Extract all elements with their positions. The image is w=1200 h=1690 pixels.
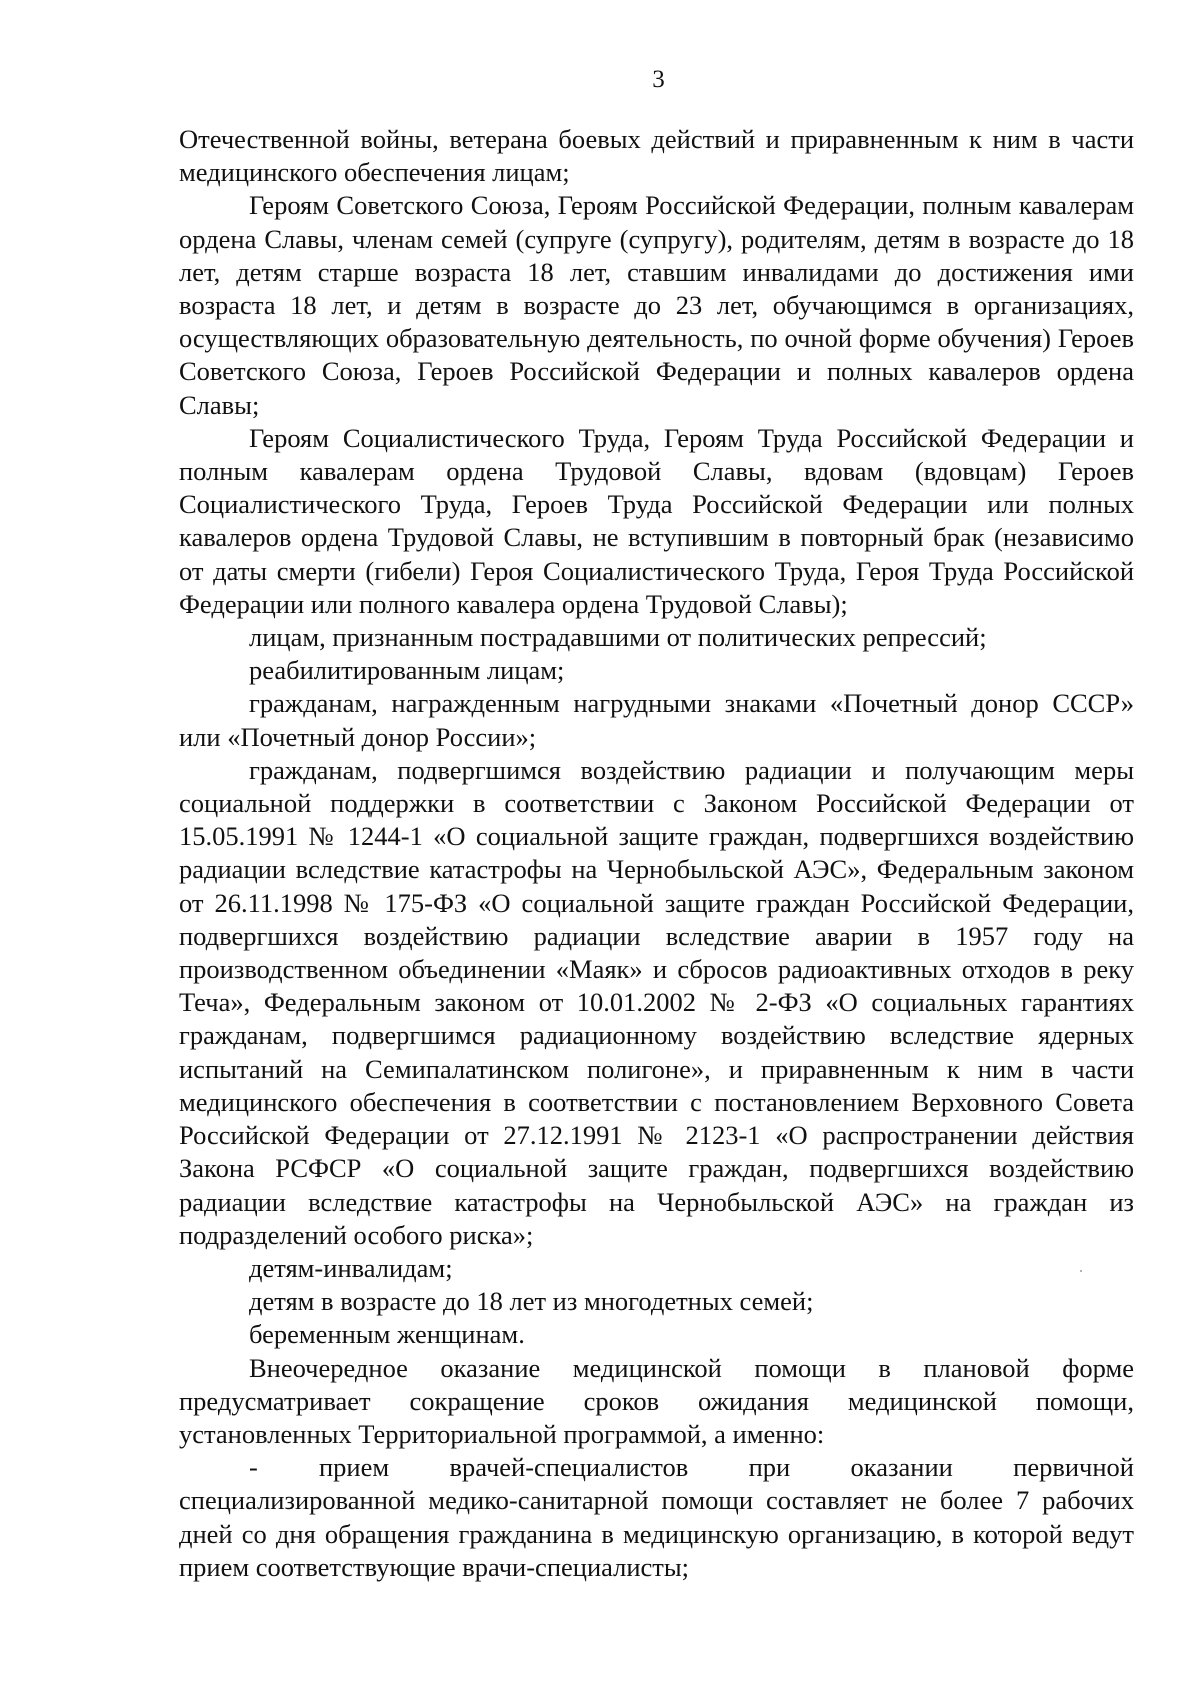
document-body bbox=[179, 123, 1134, 1584]
paragraph-large-families: детям в возрасте до 18 лет из многодетных семей; bbox=[249, 1286, 814, 1317]
page-number: 3 bbox=[652, 66, 665, 93]
list-dash-marker: - bbox=[249, 1452, 258, 1483]
paragraph-honored-donors: гражданам, награжденным нагрудными знаками «Почетный донор СССР» или «Почетный донор России»; bbox=[179, 688, 1134, 752]
paragraph-priority-care: Внеочередное оказание медицинской помощи в плановой форме предусматривает сокращение сроков ожидания медицинской помощи, установленных Территориальной программой, а именно: bbox=[179, 1352, 1134, 1449]
list-item-specialist-appointment bbox=[179, 1451, 1134, 1584]
paragraph-rehabilitated: реабилитированным лицам; bbox=[249, 655, 565, 686]
list-item-text: прием врачей-специалистов при оказании первичной специализированной медико-санитарной помощи составляет не более 7 рабочих дней со дня обращения гражданина в медицинскую организацию, в которой ведут прием соответствующие врачи-специалисты; bbox=[179, 1452, 1134, 1582]
paragraph-radiation-exposure: гражданам, подвергшимся воздействию радиации и получающим меры социальной поддержки в соответствии с Законом Российской Федерации от 15.05.1991 № 1244-1 «О социальной защите граждан, подвергшихся воздействию радиации вследствие катастрофы на Чернобыльской АЭС», Федеральным законом от 26.11.1998 № 175-ФЗ «О социальной защите граждан Российской Федерации, подвергшихся воздействию радиации вследствие аварии в 1957 году на производственном объединении «Маяк» и сбросов радиоактивных отходов в реку Теча», Федеральным законом от 10.01.2002 № 2-ФЗ «О социальных гарантиях гражданам, подвергшимся радиационному воздействию вследствие ядерных испытаний на Семипалатинском полигоне», и приравненным к ним в части медицинского обеспечения в соответствии с постановлением Верховного Совета Российской Федерации от 27.12.1991 № 2123-1 «О распространении действия Закона РСФСР «О социальной защите граждан, подвергшихся воздействию радиации вследствие катастрофы на Чернобыльской АЭС» на граждан из подразделений особого риска»; bbox=[179, 754, 1134, 1250]
paragraph-pregnant-women: беременным женщинам. bbox=[249, 1319, 525, 1350]
paragraph-heroes-soviet-union: Героям Советского Союза, Героям Российской Федерации, полным кавалерам ордена Славы, членам семей (супруге (супругу), родителям, детям в возрасте до 18 лет, детям старше возраста 18 лет, ставшим инвалидами до достижения ими возраста 18 лет, и детям в возрасте до 23 лет, обучающимся в организациях, осуществляющих образовательную деятельность, по очной форме обучения) Героев Советского Союза, Героев Российской Федерации и полных кавалеров ордена Славы; bbox=[179, 190, 1134, 420]
paragraph-continuation: Отечественной войны, ветерана боевых действий и приравненным к ним в части медицинского обеспечения лицам; bbox=[179, 124, 1134, 188]
scan-speck bbox=[1080, 1270, 1082, 1272]
paragraph-disabled-children: детям-инвалидам; bbox=[249, 1252, 453, 1283]
paragraph-heroes-socialist-labour: Героям Социалистического Труда, Героям Труда Российской Федерации и полным кавалерам ордена Трудовой Славы, вдовам (вдовцам) Героев Социалистического Труда, Героев Труда Российской Федерации или полных кавалеров ордена Трудовой Славы, не вступившим в повторный брак (независимо от даты смерти (гибели) Героя Социалистического Труда, Героя Труда Российской Федерации или полного кавалера ордена Трудовой Славы); bbox=[179, 422, 1134, 619]
paragraph-political-repressions: лицам, признанным пострадавшими от политических репрессий; bbox=[249, 622, 987, 653]
